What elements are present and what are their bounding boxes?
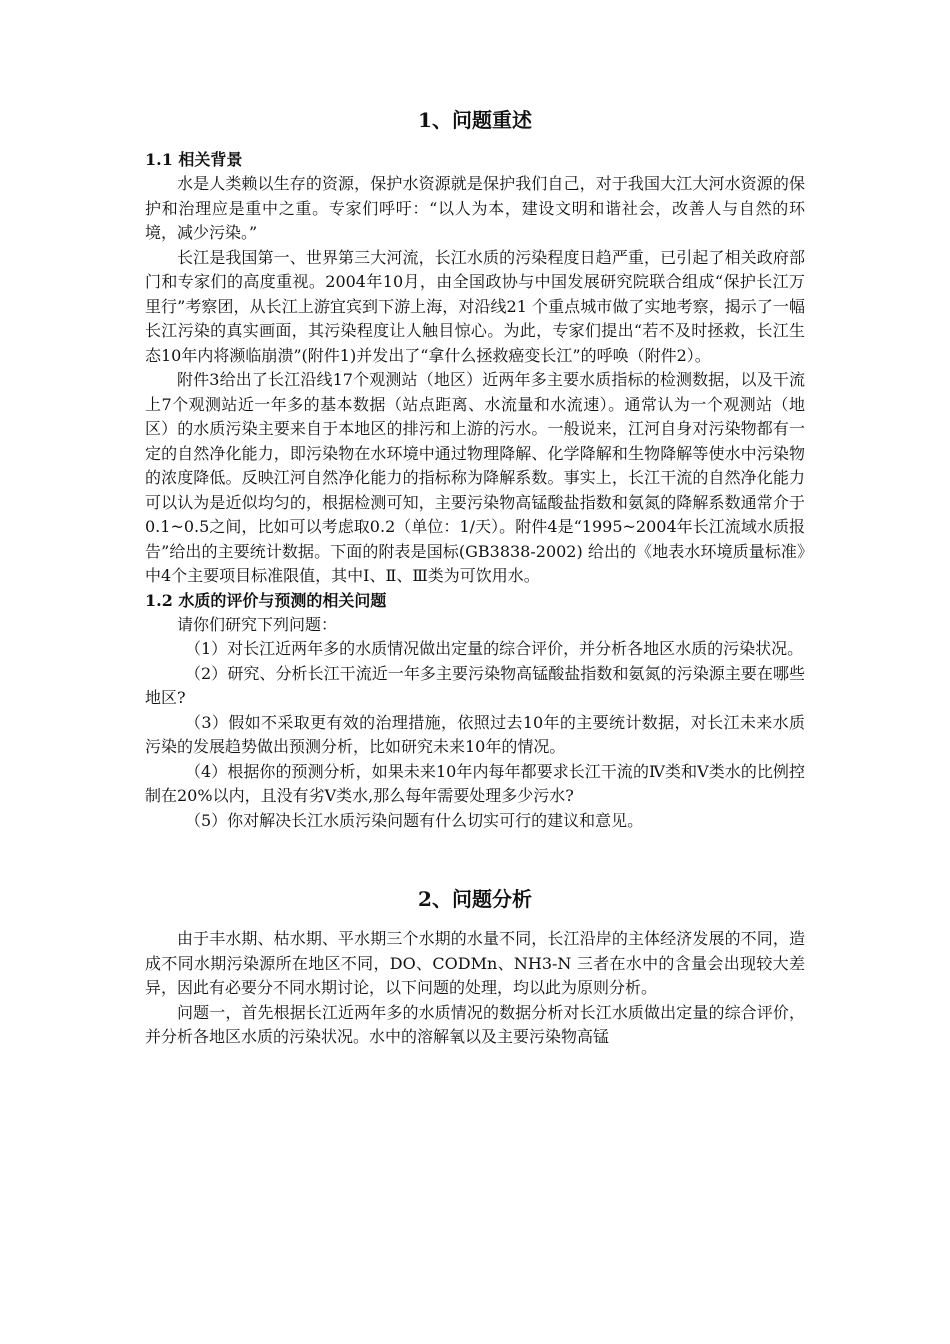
question-item-5: （5）你对解决长江水质污染问题有什么切实可行的建议和意见。 xyxy=(185,810,644,830)
question-item-1: （1）对长江近两年多的水质情况做出定量的综合评价，并分析各地区水质的污染状况。 xyxy=(185,639,804,658)
question-item-3: （3）假如不采取更有效的治理措施，依照过去10年的主要统计数据，对长江未来水质污染的发展趋势做出预测分析，比如研究未来10年的情况。 xyxy=(145,712,805,756)
questions-intro: 请你们研究下列问题： xyxy=(177,614,338,634)
analysis-paragraph-2: 问题一，首先根据长江近两年多的水质情况的数据分析对长江水质做出定量的综合评价，并分析各地区水质的污染状况。水中的溶解氧以及主要污染物高锰 xyxy=(145,1002,805,1046)
section-1-title: 1、问题重述 xyxy=(418,108,532,132)
subsection-1-1-heading: 1.1 相关背景 xyxy=(145,150,243,169)
background-paragraph-1: 水是人类赖以生存的资源，保护水资源就是保护我们自己，对于我国大江大河水资源的保护和治理应是重中之重。专家们呼吁：“以人为本，建设文明和谐社会，改善人与自然的环境，减少污染。” xyxy=(145,174,805,242)
background-paragraph-3: 附件3给出了长江沿线17个观测站（地区）近两年多主要水质指标的检测数据，以及干流上7个观测站近一年多的基本数据（站点距离、水流量和水流速）。通常认为一个观测站（地区）的水质污染主要来自于本地区的排污和上游的污水。一般说来，江河自身对污染物都有一定的自然净化能力，即污染物在水环境中通过物理降解、化学降解和生物降解等使水中污染物的浓度降低。反映江河自然净化能力的指标称为降解系数。事实上，长江干流的自然净化能力可以认为是近似均匀的，根据检测可知，主要污染物高锰酸盐指数和氨氮的降解系数通常介于0.1~0.5之间，比如可以考虑取0.2（单位：1/天）。附件4是“1995~2004年长江流域水质报告”给出的主要统计数据。下面的附表是国标(GB3838-2002) 给出的《地表水环境质量标准》中4个主要项目标准限值，其中Ⅰ、Ⅱ、Ⅲ类为可饮用水。 xyxy=(145,370,805,585)
background-paragraph-2: 长江是我国第一、世界第三大河流，长江水质的污染程度日趋严重，已引起了相关政府部门和专家们的高度重视。2004年10月，由全国政协与中国发展研究院联合组成“保护长江万里行”考察团，从长江上游宜宾到下游上海，对沿线21 个重点城市做了实地考察，揭示了一幅长江污染的真实画面，其污染程度让人触目惊心。为此，专家们提出“若不及时拯救，长江生态10年内将濒临崩溃”(附件1)并发出了“拿什么拯救癌变长江”的呼唤（附件2）。 xyxy=(145,247,805,365)
section-2-title: 2、问题分析 xyxy=(418,887,532,911)
document-body xyxy=(145,104,805,1050)
question-item-4: （4）根据你的预测分析，如果未来10年内每年都要求长江干流的Ⅳ类和Ⅴ类水的比例控制在20%以内，且没有劣Ⅴ类水,那么每年需要处理多少污水? xyxy=(145,761,805,805)
analysis-paragraph-1: 由于丰水期、枯水期、平水期三个水期的水量不同，长江沿岸的主体经济发展的不同，造成不同水期污染源所在地区不同，DO、CODMn、NH3-N 三者在水中的含量会出现较大差异，因此有必要分不同水期讨论，以下问题的处理，均以此为原则分析。 xyxy=(145,929,805,997)
question-item-2: （2）研究、分析长江干流近一年多主要污染物高锰酸盐指数和氨氮的污染源主要在哪些地区? xyxy=(145,663,805,707)
subsection-1-2-heading: 1.2 水质的评价与预测的相关问题 xyxy=(145,590,387,610)
